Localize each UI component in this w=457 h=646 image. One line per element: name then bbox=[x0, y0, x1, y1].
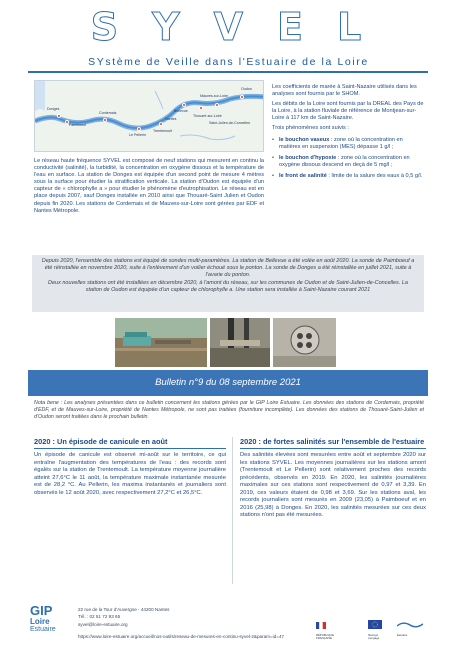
brand-title: SYVEL bbox=[90, 5, 396, 49]
network-description: Le réseau haute fréquence SYVEL est composé de neuf stations qui mesurent en continu la conductivité (salinité), la turbidité, la concentration en oxygène dissous et la température de l'eau en surface. La station de Donges est équipée d'un second point de mesure 4 mètres sous la surface pour étudier la stratification verticale. La station d'Oudon est équipée d'un capteur de « chlorophylle a » pour étudier le phénomène d'eutrophisation. Le réseau est en place depuis 2007, sauf Donges installée en 2010 ainsi que Thouaré-Saint Julien et Oudon depuis fin 2020. Les stations de Cordemais et de Mauves-sur-Loire sont gérées par EDF et Nantes Métropole. bbox=[34, 158, 264, 214]
map-label-paimboeuf: Paimboeuf bbox=[69, 123, 87, 127]
europe-logo bbox=[368, 616, 388, 641]
article-heatwave-title: 2020 : Un épisode de canicule en août bbox=[34, 437, 226, 449]
phenomena-list bbox=[272, 137, 424, 180]
brand-tagline: SYstème de Veille dans l'Estuaire de la Loire bbox=[88, 56, 369, 68]
estuary-map bbox=[34, 80, 264, 152]
bulletin-banner: Bulletin n°9 du 08 septembre 2021 bbox=[28, 370, 428, 396]
station-marker-mauves bbox=[215, 103, 219, 107]
tide-source-text: Les coefficients de marée à Saint-Nazaire utilisés dans les analyses sont fournis par le SHOM. bbox=[272, 84, 417, 98]
flow-source-text: Les débits de la Loire sont fournis par la DREAL des Pays de la Loire, à la station fluviale de référence de Montjean-sur-Loire à 117 km de Saint-Nazaire. bbox=[272, 101, 424, 122]
phenomenon-item bbox=[272, 137, 424, 151]
eu-flag-icon bbox=[368, 620, 382, 629]
station-marker-cordemais bbox=[103, 118, 107, 122]
map-label-nantes: Nantes bbox=[165, 117, 177, 121]
logo-loire-text: Loire bbox=[30, 617, 50, 626]
station-marker-pellerin bbox=[137, 127, 141, 131]
republique-francaise-logo bbox=[316, 616, 342, 641]
station-notice bbox=[32, 255, 424, 312]
phenomenon-item bbox=[272, 155, 424, 169]
intro-right-column bbox=[272, 84, 424, 184]
article-salinity-title: 2020 : de fortes salinités sur l'ensemble de l'estuaire bbox=[240, 437, 426, 449]
french-flag-icon bbox=[316, 622, 326, 629]
map-label-donges: Donges bbox=[47, 107, 60, 111]
station-marker-thouare bbox=[199, 106, 203, 110]
station-marker-donges bbox=[57, 114, 61, 118]
gip-loire-estuaire-logo bbox=[30, 604, 70, 638]
notice-paragraph-1: Depuis 2020, l'ensemble des stations est équipé de sondes multi-paramètres. La station de Bellevue a été volée en août 2020. La sonde de Paimboeuf a été réinstallée en novembre 2020, suite à l'enlèvement d'un voilier échoué sous le ponton. La sonde de Donges a été réinstallée en juillet 2021, suite à l'avarie du ponton. bbox=[41, 258, 415, 279]
nota-bene: Nota bene : Les analyses présentées dans ce bulletin concernent les stations gérées par le GIP Loire Estuaire. Les données des stations de Cordemais, propriété d'EDF, et de Mauves-sur-Loire, propriété de Nantes Métropole, ne sont pas traitées (fourniture incomplète). Les données des stations de Thouaré-Saint-Julien et d'Oudon seront traitées dans le prochain bulletin. bbox=[34, 400, 424, 420]
map-label-thouare: Thouaré-sur-Loire bbox=[193, 114, 222, 118]
phenomenon-desc: : limite de la salure des eaux à 0,5 g/l. bbox=[326, 172, 423, 179]
phenomenon-desc: : zone où la concentration en oxygène dissous descend en deçà de 5 mg/l ; bbox=[279, 154, 410, 168]
republique-caption: RÉPUBLIQUE FRANÇAISE bbox=[316, 633, 335, 641]
map-label-trentemoult: Trentemoult bbox=[153, 129, 173, 133]
footer-contact bbox=[78, 606, 169, 628]
footer-url-link[interactable]: https://www.loire-estuaire.org/accueil/nos-outils/reseau-de-mesures-en-continu-syvel-2&param=id=47 bbox=[78, 634, 285, 639]
map-label-cordemais: Cordemais bbox=[99, 111, 117, 115]
phenomena-title: Trois phénomènes sont suivis : bbox=[272, 125, 349, 132]
article-salinity-body: Des salinités élevées sont mesurées entre août et septembre 2020 sur les stations SYVEL. Les moyennes journalières sur les stations amont (Trentemoult et Le Pellerin) sont relativement proches des records précédents, observés en 2019. En 2020, les salinités journalières maximales sur ces stations sont respectivement de 0,97 et 3,39. En 2019, ces valeurs étaient de 0,98 et 3,69. Sur les stations aval, les records journaliers sont mesurés en 2009 (23,05) à Paimboeuf et en 2016 (25,98) à Donges. En 2020, les salinités mesurées sur ces deux stations n'ont pas été mesurées. bbox=[240, 452, 426, 518]
station-marker-bellevue bbox=[182, 103, 186, 107]
logo-gip-text: GIP bbox=[30, 603, 53, 618]
map-label-bellevue: Bellevue bbox=[174, 109, 188, 113]
map-label-mauves: Mauves-sur-Loire bbox=[200, 94, 228, 98]
europe-caption: l'Europe s'engage bbox=[368, 633, 380, 641]
station-marker-oudon bbox=[240, 95, 244, 99]
map-label-stjulien: Saint-Julien-de-Concelles bbox=[209, 121, 250, 125]
phenomenon-desc: : zone où la concentration en matières en suspension (MES) dépasse 1 g/l ; bbox=[279, 136, 403, 150]
photo-station-pontoon bbox=[115, 318, 207, 367]
logo-estuaire-text: Estuaire bbox=[30, 626, 56, 633]
article-heatwave-body: Un épisode de canicule est observé mi-août sur le territoire, ce qui entraîne l'augmentation des températures de l'eau : des records sont égalés sur la station de Trentemoult. La température moyenne journalière atteint 27,6°C le 11 août, la température maximale instantanée mesurée est de 28,2 °C. Au Pellerin, les maxima instantanés et journaliers sont observés le 12 août 2020, avec respectivement 27,2°C et 26,5°C. bbox=[34, 452, 226, 496]
footer-address: 22 rue de la Tour d'Auvergne - 44200 Nantes bbox=[78, 607, 170, 612]
station-marker-trentemoult bbox=[159, 122, 163, 126]
column-divider bbox=[232, 437, 233, 584]
estuaire-wave-icon bbox=[397, 621, 423, 629]
map-label-pellerin: Le Pellerin bbox=[129, 133, 146, 137]
map-drawing bbox=[35, 81, 264, 152]
footer-email[interactable]: syvel@loire-estuaire.org bbox=[78, 621, 128, 627]
estuaire-caption: Estuaire bbox=[397, 633, 408, 637]
map-label-oudon: Oudon bbox=[241, 87, 252, 91]
phenomenon-term: le front de salinité bbox=[279, 172, 327, 179]
phenomenon-item bbox=[272, 173, 424, 180]
estuaire-partner-logo bbox=[397, 616, 427, 637]
photo-sensor-install bbox=[210, 318, 270, 367]
header-rule bbox=[28, 71, 428, 73]
footer-phone: Tél. : 02 51 72 93 65 bbox=[78, 614, 121, 620]
phenomenon-term: le bouchon vaseux bbox=[279, 136, 330, 143]
notice-paragraph-2: Deux nouvelles stations ont été installées en décembre 2020, à l'amont du réseau, sur les communes de Oudon et de Saint-Julien-de-Concelles. La station de Oudon est équipée d'un capteur de chlorophylle a. Une station sera installée à Saint-Nazaire courant 2021 bbox=[48, 279, 408, 293]
photo-multiparameter-probe bbox=[273, 318, 336, 367]
phenomenon-term: le bouchon d'hypoxie bbox=[279, 154, 337, 161]
